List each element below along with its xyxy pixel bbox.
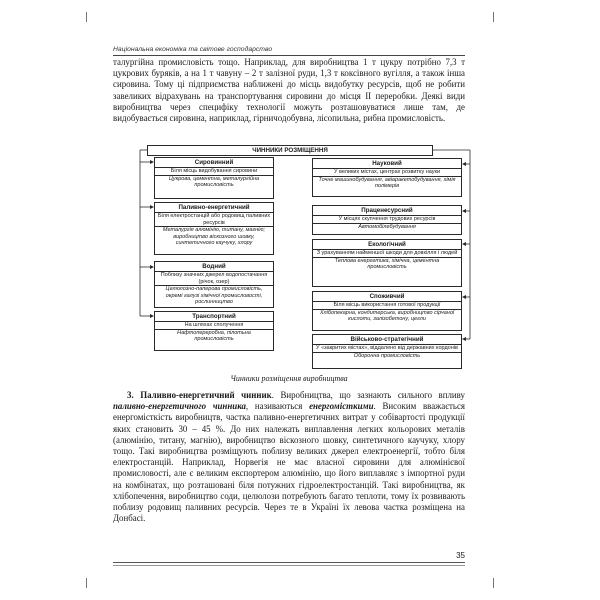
- factor-title: Науковий: [313, 159, 461, 169]
- factor-military: [312, 334, 462, 369]
- factor-industries: Теплова енергетика, хімічна, цементна промисловість: [334, 257, 440, 271]
- factor-consumer: [312, 291, 462, 331]
- factor-location: У «закритих містах», віддалено від державних кордонів: [313, 345, 461, 353]
- factor-location: На шляхах сполучення: [155, 322, 273, 330]
- factor-title: Праценесурсний: [313, 206, 461, 216]
- factor-location: Біля електростанцій або родовищ паливних ресурсів: [155, 213, 273, 227]
- factor-water: [154, 261, 274, 308]
- factor-location: Біля місць видобування сировини: [155, 168, 273, 176]
- factor-title: Водний: [155, 262, 273, 272]
- factor-ecological: [312, 239, 462, 287]
- factor-industries: Цукрова, цементна, металургійна промисловість: [168, 175, 260, 189]
- factor-fuel-energy: [154, 202, 274, 255]
- factor-industries: Автомобілебудування: [358, 223, 416, 230]
- factor-title: Екологічний: [313, 240, 461, 250]
- factor-title: Військово-стратегічний: [313, 335, 461, 345]
- factor-title: Транспортний: [155, 312, 273, 322]
- factor-industries: Металургія алюмінію, титану, магнію; виробництво віскозного шовку, синтетичного каучуку, хлору: [162, 227, 266, 247]
- factor-industries: Точне машинобудування, авіаракетобудування, хімія полімерів: [318, 176, 456, 190]
- factor-location: Біля місць використання готової продукції: [313, 302, 461, 310]
- factor-labor: [312, 205, 462, 235]
- factor-location: У великих містах, центрах розвитку науки: [313, 169, 461, 177]
- factor-location: Поблизу значних джерел водопостачання (річок, озер): [155, 272, 273, 286]
- factor-science: [312, 158, 462, 197]
- factor-transport: [154, 311, 274, 351]
- para-text: , називаються: [245, 401, 310, 412]
- footer-rule: [113, 562, 465, 563]
- paragraph-fuel-energy: [113, 390, 465, 524]
- running-header: Національна економіка та світове господарство: [113, 46, 465, 56]
- diagram-caption: Чинники розміщення виробництва: [230, 374, 348, 383]
- term-fuel-energy-factor: паливно-енергетичного чинника: [113, 401, 246, 412]
- footer-rule-thin: [113, 565, 465, 566]
- factor-title: Сировинний: [155, 158, 273, 168]
- factor-industries: Нафтопереробна, пілотьна промисловість: [177, 329, 251, 343]
- paragraph-intro: талургійна промисловість тощо. Наприклад, для виробництва 1 т цукру потрібно 7,3 т цукрових буряків, а на 1 т чавуну – 2 т залізної руди, 1,3 т коксівного вугілля, а також інша сировина. Тому ці підприємства наближені до місць видобутку ресурсів, щоб не робити завеликих відрахувань на транспортування сировини до місця II переробки. Деякі види виробництва через специфіку технології можуть розташовуватися лише там, де видобувається сировина, наприклад, гірничодобувна, лісопильна, рибна промисловість.: [113, 57, 465, 124]
- factor-industries: Оборонна промисловість: [353, 352, 421, 359]
- page-number: 35: [456, 551, 465, 560]
- section-lead: 3. Паливно-енергетичний чинник: [127, 390, 272, 400]
- diagram-title: ЧИННИКИ РОЗМІЩЕННЯ: [147, 145, 433, 156]
- para-text: . Виробництва, що зазнають сильного впливу: [271, 390, 465, 400]
- factor-title: Паливно-енергетичний: [155, 203, 273, 213]
- factor-location: З урахуванням найменшої шкоди для довкілля і людей: [313, 250, 461, 258]
- factor-industries: Хлібопекарна, кондитерська, виробництво сірчаної кислоти, залізобетону, цегли: [319, 309, 455, 323]
- factor-raw-material: [154, 157, 274, 199]
- factor-location: У місцях скупчення трудових ресурсів: [313, 216, 461, 224]
- factor-title: Споживчий: [313, 292, 461, 302]
- term-energy-intensive: енергомісткими: [309, 401, 374, 412]
- factor-industries: Целюлозно-паперова промисловість, окремі галузі хімічної промисловості, рослинництво: [165, 286, 263, 306]
- para-text: . Високим вважається енергомісткість виробництв, частка паливно-енергетичних витрат у собівартості продукції яких становить 30 – 45 %. До них належать виплавлення легких кольорових металів (алюмінію, титану, магнію), виробництво віскозного шовку, синтетичного каучуку, хлору тощо. Такі виробництва розміщують поблизу великих джерел електроенергії, тобто біля електростанцій. Наприклад, Норвегія не має власної сировини для алюмінієвої промисловості, але є великим експортером алюмінію, що його виплавляє з імпортної руди на комбінатах, що розташовані біля потужних гідроелектростанцій. Такі виробництва, як хлібопечення, виробництво соди, целюлози потребують багато теплоти, тому їх розвивають поблизу родовищ паливних ресурсів. Через те в Україні їх левова частка розміщена на Донбасі.: [113, 401, 465, 524]
